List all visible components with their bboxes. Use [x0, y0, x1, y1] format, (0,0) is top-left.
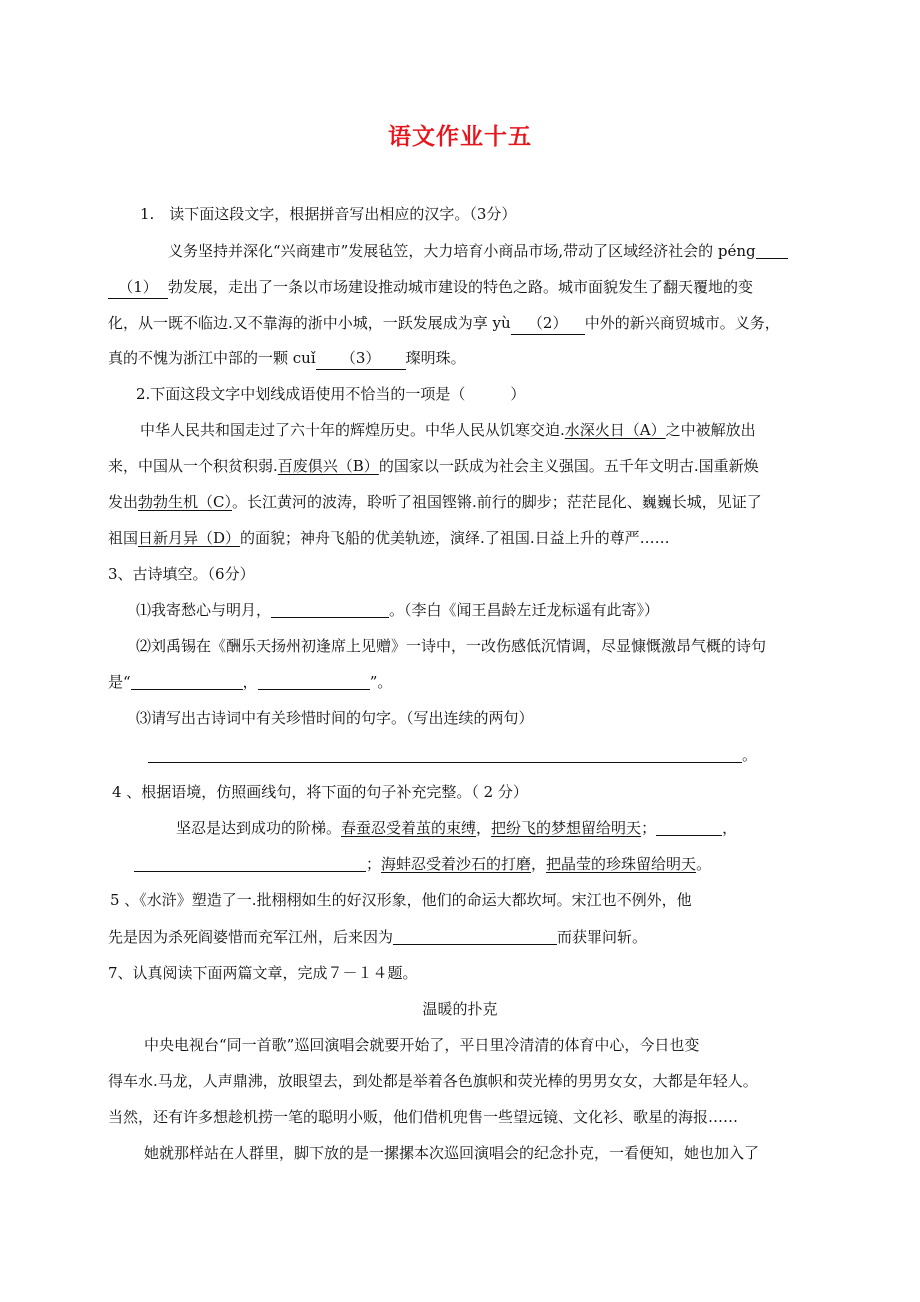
- q2-line1-post: 之中被解放出: [665, 421, 756, 439]
- idiom-c: 勃勃生机（C）: [138, 493, 232, 511]
- q3-blank4: [148, 745, 742, 763]
- q1-line2-text: 勃发展，走出了一条以市场建设推动城市建设的特色之路。城市面貌发生了翻天覆地的变: [168, 278, 754, 296]
- article-p1-line2: 得车水.马龙，人声鼎沸，放眼望去，到处都是举着各色旗帜和荧光棒的男男女女，大都是年轻人。: [108, 1072, 758, 1090]
- q3-poem2-line2: [108, 671, 392, 693]
- q1-line2: [108, 276, 753, 299]
- q1-line1-text: 义务坚持并深化“兴商建市”发展毡笠，大力培育小商品市场,带动了区域经济社会的 péng: [168, 242, 756, 260]
- q2-line3: [108, 491, 762, 513]
- q4-line1-end: ，: [722, 819, 738, 837]
- q3-poem3: ⑶请写出古诗词中有关珍惜时间的句字。（写出连续的两句）: [136, 709, 534, 727]
- q3-stem: 3、古诗填空。（6分）: [108, 565, 255, 583]
- q3-poem1: [136, 599, 659, 621]
- idiom-a: 水深火日（A）: [564, 421, 666, 439]
- q2-line4-pre: 祖国: [108, 529, 139, 547]
- q2-line2-pre: 来，中国从一个积贫积弱.: [108, 457, 278, 475]
- q4-underlined-2: 把纷飞的梦想留给明天: [491, 819, 642, 837]
- q3-poem2-post: ”。: [369, 673, 393, 691]
- q7-stem: 7、认真阅读下面两篇文章，完成７－１４题。: [108, 964, 418, 982]
- q1-line3-post: 中外的新兴商贸城市。义务，: [584, 314, 780, 332]
- q1-line4-post: 璨明珠。: [405, 349, 466, 367]
- q1-blank2: （2）: [511, 312, 585, 335]
- q4-underlined-4: 把晶莹的珍珠留给明天: [546, 855, 697, 873]
- q3-blank2: [131, 672, 243, 690]
- q4-underlined-3: 海蚌忍受着沙石的打磨: [381, 855, 532, 873]
- q5-line1: 5 、《水浒》塑造了一.批栩栩如生的好汉形象，他们的命运大都坎坷。宋江也不例外，他: [110, 891, 692, 909]
- q2-line1-pre: 中华人民共和国走过了六十年的辉煌历史。中华人民从饥寒交迫.: [140, 421, 565, 439]
- q3-poem2-mid: ，: [242, 673, 258, 691]
- article-title: 温暖的扑克: [422, 1000, 498, 1018]
- q4-line2: [134, 853, 711, 875]
- q2-line4: [108, 527, 670, 549]
- q5-line2-pre: 先是因为杀死阎婆惜而充军江州，后来因为: [108, 928, 394, 946]
- article-p2-line1: 她就那样站在人群里，脚下放的是一摞摞本次巡回演唱会的纪念扑克，一看便知，她也加入了: [144, 1144, 760, 1162]
- q2-line1: [140, 419, 756, 441]
- q1-line3-pre: 化，从一既不临边.又不靠海的浙中小城，一跃发展成为享 yù: [108, 314, 511, 332]
- idiom-d: 日新月异（D）: [138, 529, 241, 547]
- article-p1-line3: 当然，还有许多想趁机捞一笔的聪明小贩，他们借机兜售一些望远镜、文化衫、歌星的海报……: [108, 1108, 739, 1126]
- q4-line2-end: 。: [696, 855, 712, 873]
- q3-blank1: [271, 600, 389, 618]
- q1-blank3: （3）: [316, 347, 406, 370]
- q3-poem1-pre: ⑴我寄愁心与明月，: [136, 601, 272, 619]
- q1-blank1: （1）: [108, 276, 168, 299]
- q2-line2-post: 的国家以一跃成为社会主义强国。五千年文明古.国重新焕: [378, 457, 759, 475]
- q2-line3-pre: 发出: [108, 493, 139, 511]
- q4-blank1: [656, 818, 722, 836]
- q4-semicolon: ；: [641, 819, 657, 837]
- q3-poem1-post: 。（李白《闻王昌龄左迁龙标遥有此寄》）: [389, 601, 660, 619]
- q1-blank1-lead: [756, 241, 788, 259]
- q1-stem: 1. 读下面这段文字，根据拼音写出相应的汉字。（3分）: [140, 205, 517, 223]
- q5-line2-post: 而获罪问斩。: [557, 928, 648, 946]
- q4-comma-2: ，: [531, 855, 547, 873]
- q5-blank: [393, 927, 557, 945]
- q1-line4: [108, 347, 466, 370]
- q5-line2: [108, 926, 647, 948]
- article-p1-line1: 中央电视台“同一首歌”巡回演唱会就要开始了，平日里冷清清的体育中心，今日也变: [144, 1036, 700, 1054]
- q2-stem: 2.下面这段文字中划线成语使用不恰当的一项是（ ）: [136, 385, 526, 403]
- q4-stem: 4 、根据语境，仿照画线句，将下面的句子补充完整。（ 2 分）: [112, 783, 528, 801]
- q3-poem2-pre: 是“: [108, 673, 131, 691]
- idiom-b: 百废俱兴（B）: [277, 457, 379, 475]
- q2-line3-post: 。长江黄河的波涛，聆听了祖国铿锵.前行的脚步；茫茫昆化、巍巍长城，见证了: [232, 493, 762, 511]
- q3-poem3-end: 。: [742, 746, 758, 764]
- q4-line2-semicolon: ；: [366, 855, 382, 873]
- q1-line1: [168, 240, 788, 262]
- q4-comma: ，: [476, 819, 492, 837]
- q3-blank3: [258, 672, 370, 690]
- q1-line3: [108, 312, 780, 335]
- page-title: 语文作业十五: [388, 124, 532, 150]
- q4-line1-pre: 坚忍是达到成功的阶梯。: [176, 819, 342, 837]
- q3-poem2-line1: ⑵刘禹锡在《酬乐天扬州初逢席上见赠》一诗中，一改伤感低沉情调，尽显慷慨激昂气概的诗句: [136, 637, 767, 655]
- q2-line2: [108, 455, 759, 477]
- q3-poem3-answer: [148, 744, 757, 766]
- q1-line4-pre: 真的不愧为浙江中部的一颗 cuǐ: [108, 349, 316, 367]
- q4-blank2: [134, 854, 366, 872]
- q4-line1: [176, 817, 737, 839]
- q4-underlined-1: 春蚕忍受着茧的束缚: [341, 819, 477, 837]
- q2-line4-post: 的面貌；神舟飞船的优美轨迹，演绎.了祖国.日益上升的尊严……: [240, 529, 670, 547]
